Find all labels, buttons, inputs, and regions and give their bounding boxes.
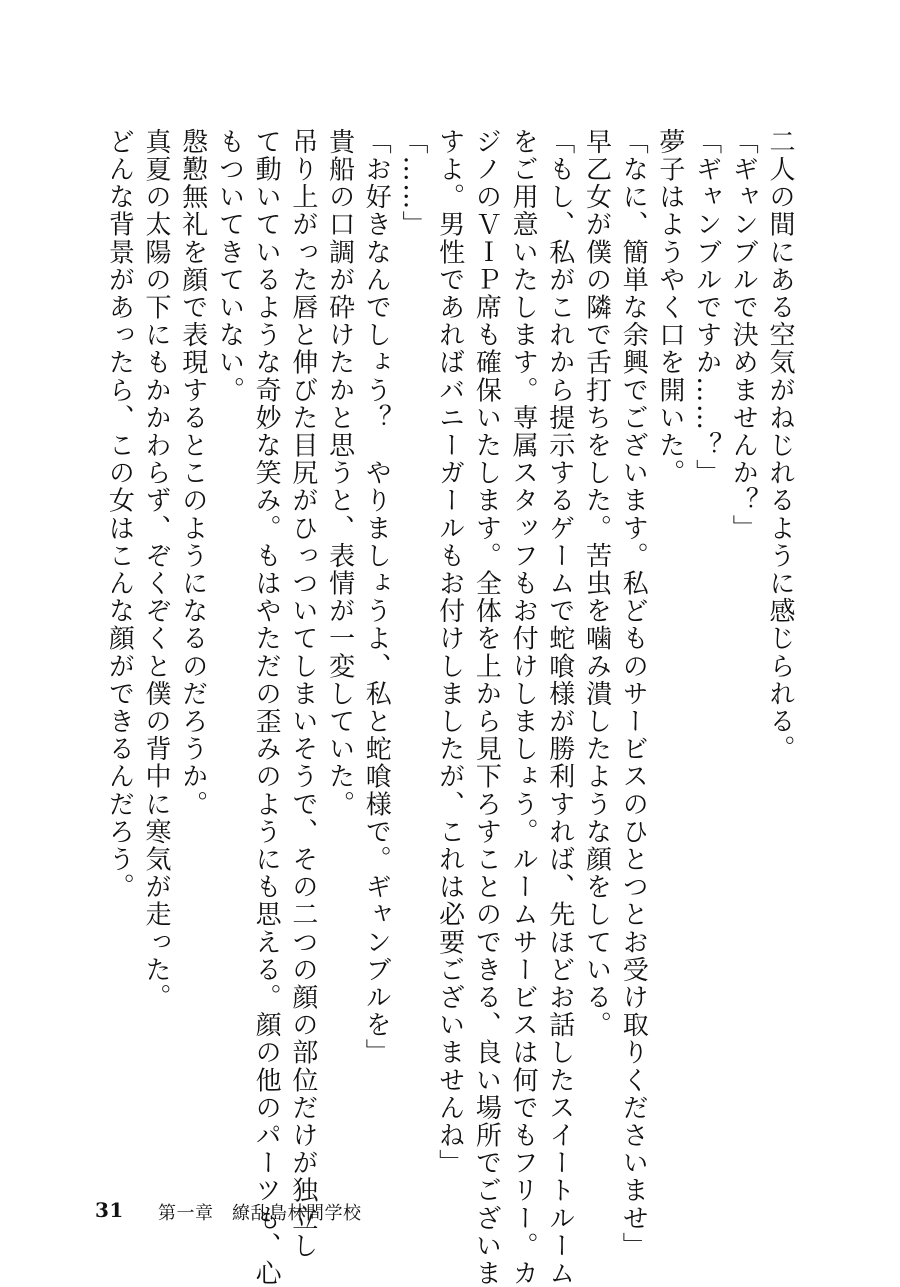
text-line: 「ギャンブルですか……？」 <box>691 128 722 487</box>
text-line: どんな背景があったら、この女はこんな顔ができるんだろう。 <box>104 128 135 901</box>
text-line: 貴船の口調が砕けたかと思うと、表情が一変していた。 <box>324 128 355 818</box>
text-line: 慇懃無礼を顔で表現するとこのようになるのだろうか。 <box>177 128 208 818</box>
text-line: 真夏の太陽の下にもかかわらず、ぞくぞくと僕の背中に寒気が走った。 <box>141 128 172 1012</box>
text-line: て動いているような奇妙な笑み。もはやただの歪みのようにも思える。顔の他のパーツも、心 <box>251 128 282 1287</box>
text-line: をご用意いたします。専属スタッフもお付けしましょう。ルームサービスは何でもフリー。カ <box>508 128 539 1287</box>
text-line: 「お好きなんでしょう？ やりましょうよ、私と蛇喰様で。ギャンブルを」 <box>361 128 392 1067</box>
text-line: すよ。男性であればバニーガールもお付けしましたが、これは必要ございませんね」 <box>434 128 465 1177</box>
text-line: もついてきていない。 <box>214 128 245 404</box>
text-line: ジノのＶＩＰ席も確保いたします。全体を上から見下ろすことのできる、良い場所でございま <box>471 128 502 1287</box>
running-head: 第一章 繚乱島林間学校 <box>158 1203 362 1224</box>
page-number: 31 <box>95 1198 124 1222</box>
text-line: 吊り上がった唇と伸びた目尻がひっついてしまいそうで、その二つの顔の部位だけが独立し <box>287 128 318 1260</box>
text-line: 二人の間にある空気がねじれるように感じられる。 <box>765 128 795 763</box>
text-line: 「もし、私がこれから提示するゲームで蛇喰様が勝利すれば、先ほどお話したスイートルーム <box>544 128 575 1287</box>
text-line: 「……」 <box>397 128 428 239</box>
text-line: 早乙女が僕の隣で舌打ちをした。苦虫を噛み潰したような顔をしている。 <box>581 128 612 1039</box>
text-line: 「ギャンブルで決めませんか？」 <box>728 128 759 542</box>
text-line: 「なに、簡単な余興でございます。私どものサービスのひとつとお受け取りくださいませ」 <box>618 128 649 1260</box>
text-line: 夢子はようやく口を開いた。 <box>654 128 685 487</box>
